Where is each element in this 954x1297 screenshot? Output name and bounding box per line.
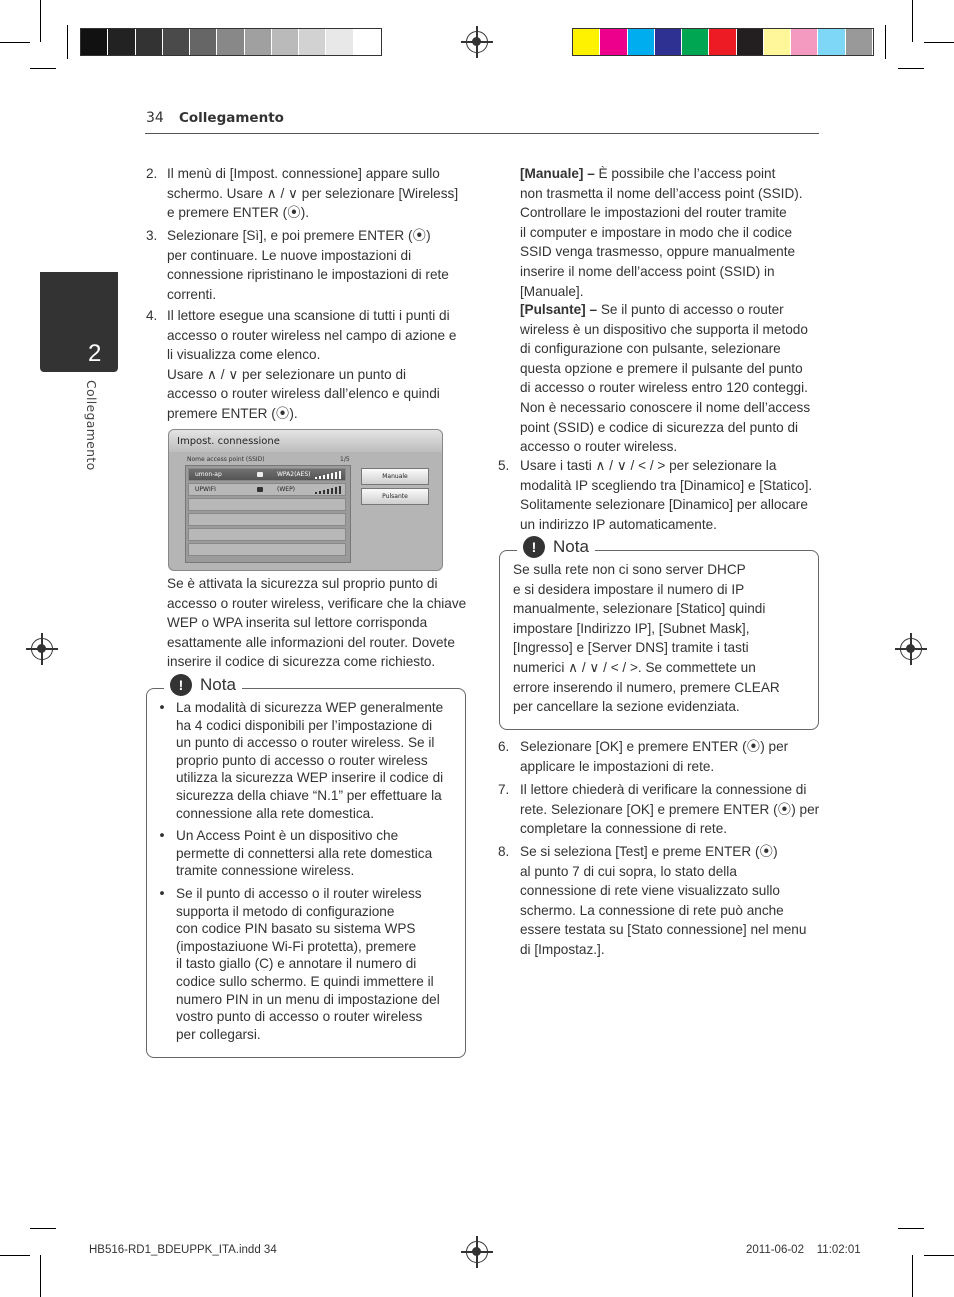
text-line: per collegarsi.: [176, 1026, 261, 1042]
color-swatch: [573, 29, 599, 55]
text-line: Il lettore chiederà di verificare la connessione di: [520, 782, 807, 797]
color-swatch: [299, 29, 325, 55]
crop-mark: [40, 1255, 41, 1297]
note-title: Nota: [553, 537, 589, 556]
text-line: di configurazione con pulsante, selezionare: [520, 341, 781, 357]
security-type: WPA2(AES): [277, 471, 311, 478]
text-line: applicare le impostazioni di rete.: [520, 758, 715, 774]
signal-bars-icon: [315, 486, 343, 494]
text-line: numerici ∧ / ∨ / < / >. Se commettete un: [513, 659, 756, 675]
step-number: 6.: [498, 739, 510, 754]
step-number: 8.: [498, 844, 510, 859]
text-line: vostro punto di accesso o router wireless: [176, 1009, 423, 1025]
crop-mark: [67, 25, 68, 59]
text-line: WEP o WPA inserita sul lettore corrisponda: [167, 615, 428, 631]
ssid-name: umon-ap: [195, 471, 222, 478]
color-swatch: [108, 29, 134, 55]
color-swatch: [326, 29, 352, 55]
crop-mark: [912, 0, 913, 42]
step-number: 2.: [146, 166, 158, 181]
text-line: Non è necessario conoscere il nome dell’access: [520, 399, 811, 415]
chapter-number: 2: [88, 340, 102, 367]
crop-mark: [924, 42, 954, 43]
text-line: errore inserendo il numero, premere CLEAR: [513, 679, 780, 695]
text-line: Se sulla rete non ci sono server DHCP: [513, 562, 746, 577]
step-number: 5.: [498, 458, 510, 473]
process-color-bar: [572, 28, 874, 56]
text-line: connessione di rete viene visualizzato sullo: [520, 883, 780, 899]
text-line: modalità IP scegliendo tra [Dinamico] e [Statico].: [520, 477, 813, 493]
text-line: Se il punto di accesso o il router wireless: [176, 886, 422, 901]
push-button[interactable]: Pulsante: [361, 488, 429, 505]
note-heading: [517, 535, 595, 559]
text-line: per cancellare la sezione evidenziata.: [513, 699, 740, 715]
ssid-list-row[interactable]: [188, 468, 346, 481]
text-line: Il menù di [Impost. connessione] appare sullo: [167, 166, 440, 181]
text-line: permette di connettersi alla rete domestica: [176, 845, 433, 861]
text-line: Usare ∧ / ∨ per selezionare un punto di: [167, 366, 407, 382]
color-swatch: [190, 29, 216, 55]
text-line: schermo. Usare ∧ / ∨ per selezionare [Wireless]: [167, 185, 459, 201]
text-line: [Ingresso] e [Server DNS] tramite i tasti: [513, 640, 749, 656]
text-line: accesso o router wireless, verificare che la chiave: [167, 595, 467, 611]
text-line: il computer e impostare in modo che il codice: [520, 224, 793, 240]
note-bullet-text: [176, 699, 443, 822]
screenshot-title: Impost. connessione: [177, 436, 280, 447]
crop-mark: [924, 1255, 954, 1256]
text-line: accesso o router wireless dall’elenco e quindi: [167, 386, 440, 402]
crop-mark: [0, 42, 30, 43]
text-line: di accesso o router wireless entro 120 conteggi.: [520, 380, 808, 396]
registration-mark-icon: [466, 31, 488, 53]
text-line: questa opzione e premere il pulsante del punto: [520, 360, 803, 376]
text-line: wireless è un dispositivo che supporta il metodo: [520, 321, 808, 337]
text-line: sicurezza della chiave “N.1” per effettuare la: [176, 787, 442, 803]
text-line: Selezionare [OK] e premere ENTER (⦿) per: [520, 739, 789, 754]
color-swatch: [272, 29, 298, 55]
text-line: inserire il codice di sicurezza come richiesto.: [167, 654, 436, 670]
connection-settings-screenshot: [168, 429, 443, 571]
signal-bars-icon: [315, 471, 343, 479]
color-swatch: [737, 29, 763, 55]
registration-mark-icon: [900, 638, 922, 660]
page-number: 34: [146, 110, 164, 126]
color-swatch: [600, 29, 626, 55]
text-line: tramite connessione wireless.: [176, 863, 355, 879]
text-line: utilizza la sicurezza WEP inserire il codice di: [176, 770, 444, 786]
text-line: inserire il nome dell’access point (SSID) in: [520, 263, 775, 279]
text-line: rete. Selezionare [OK] e premere ENTER (⦿) per: [520, 801, 820, 817]
ssid-name: UPWIFI: [195, 486, 216, 493]
option-text: Se il punto di accesso o router: [597, 302, 784, 317]
text-line: codice sullo schermo. E quindi immettere il: [176, 973, 434, 989]
text-line: La modalità di sicurezza WEP generalmente: [176, 700, 444, 715]
text-line: il tasto giallo (C) e annotare il numero di: [176, 956, 417, 972]
registration-mark-icon: [466, 1241, 488, 1263]
text-line: Se si seleziona [Test] e preme ENTER (⦿): [520, 844, 778, 859]
color-swatch: [682, 29, 708, 55]
crop-mark: [40, 0, 41, 42]
ssid-list-row[interactable]: [188, 513, 346, 526]
lock-icon: [257, 472, 263, 477]
step-7-text: [520, 780, 819, 839]
bullet-icon: •: [158, 700, 167, 716]
text-line: connessione alla rete domestica.: [176, 805, 374, 821]
text-line: point (SSID) e codice di sicurezza del punto di: [520, 419, 799, 435]
text-line: Selezionare [Sì], e poi premere ENTER (⦿): [167, 228, 431, 243]
color-swatch: [81, 29, 107, 55]
step-number: 7.: [498, 782, 510, 797]
note-title: Nota: [200, 675, 236, 694]
step-8-text: [520, 842, 806, 960]
note-bullet-text: [176, 885, 440, 1043]
text-line: schermo. La connessione di rete può anche: [520, 902, 784, 918]
footer-timestamp: 2011-06-02 11:02:01: [746, 1244, 861, 1256]
color-swatch: [818, 29, 844, 55]
text-line: numero PIN in un menu di impostazione del: [176, 991, 440, 1007]
text-line: correnti.: [167, 286, 217, 302]
option-text: È possibile che l’access point: [594, 166, 776, 181]
text-line: SSID venga trasmesso, oppure manualmente: [520, 244, 796, 260]
text-line: esattamente alle informazioni del router. Dovete: [167, 634, 455, 650]
text-line: Se è attivata la sicurezza sul proprio punto di: [167, 576, 438, 591]
text-line: essere testata su [Stato connessione] nel menu: [520, 922, 807, 938]
color-swatch: [217, 29, 243, 55]
text-line: e si desidera impostare il numero di IP: [513, 581, 745, 597]
bullet-icon: •: [158, 886, 167, 902]
crop-mark: [885, 25, 886, 59]
ssid-list-header: Nome access point (SSID): [187, 456, 265, 463]
text-line: impostare [Indirizzo IP], [Subnet Mask],: [513, 620, 750, 636]
text-line: Usare i tasti ∧ / ∨ / < / > per selezionare la: [520, 458, 777, 473]
color-swatch: [245, 29, 271, 55]
registration-mark-icon: [31, 638, 53, 660]
text-line: per continuare. Le nuove impostazioni di: [167, 247, 412, 263]
crop-mark: [30, 1228, 56, 1229]
text-line: con codice PIN basato su sistema WPS: [176, 921, 416, 937]
text-line: [520, 164, 803, 184]
manual-button[interactable]: Manuale: [361, 468, 429, 485]
text-line: supporta il metodo di configurazione: [176, 903, 395, 919]
step-6-text: [520, 737, 788, 776]
text-line: Controllare le impostazioni del router tramite: [520, 205, 787, 221]
color-swatch: [791, 29, 817, 55]
list-page-indicator: 1/5: [340, 456, 350, 463]
step-number: 4.: [146, 308, 158, 323]
color-swatch: [655, 29, 681, 55]
text-line: ha 4 codici disponibili per l’impostazione di: [176, 717, 433, 733]
push-mode-description: [520, 300, 810, 457]
text-line: li visualizza come elenco.: [167, 347, 321, 363]
crop-mark: [898, 68, 924, 69]
text-line: connessione ripristinano le impostazioni di rete: [167, 267, 449, 283]
text-line: accesso o router wireless nel campo di azione e: [167, 327, 457, 343]
step-4-text: [167, 306, 456, 424]
lock-icon: [257, 487, 263, 492]
color-swatch: [846, 29, 872, 55]
step-2-text: [167, 164, 458, 223]
text-line: un indirizzo IP automaticamente.: [520, 516, 717, 532]
option-label: [Pulsante] –: [520, 302, 598, 317]
ssid-list-row[interactable]: [188, 483, 346, 496]
note-bullet-text: [176, 827, 432, 880]
step-3-text: [167, 226, 449, 304]
option-label: [Manuale] –: [520, 166, 595, 181]
text-line: [Manuale].: [520, 283, 584, 299]
text-line: (impostaziuone Wi-Fi protetta), premere: [176, 938, 417, 954]
text-line: premere ENTER (⦿).: [167, 405, 298, 421]
security-type: (WEP): [277, 486, 296, 493]
manual-mode-description: [520, 164, 803, 301]
grayscale-color-bar: [80, 28, 382, 56]
step-5-text: [520, 456, 812, 534]
text-line: Solitamente selezionare [Dinamico] per allocare: [520, 497, 808, 513]
text-line: accesso o router wireless.: [520, 439, 678, 455]
text-line: Il lettore esegue una scansione di tutti i punti di: [167, 308, 450, 323]
footer-filename: HB516-RD1_BDEUPPK_ITA.indd 34: [89, 1244, 277, 1256]
ssid-list-row[interactable]: [188, 528, 346, 541]
color-swatch: [136, 29, 162, 55]
note-heading: [164, 673, 242, 697]
text-line: al punto 7 di cui sopra, lo stato della: [520, 863, 737, 879]
chapter-label: Collegamento: [84, 380, 99, 471]
text-line: proprio punto di accesso o router wireless: [176, 752, 428, 768]
security-paragraph: [167, 574, 466, 672]
text-line: [520, 300, 810, 320]
text-line: un punto di accesso o router wireless. Se il: [176, 735, 435, 751]
chapter-tab: [40, 272, 118, 372]
color-swatch: [709, 29, 735, 55]
color-swatch: [163, 29, 189, 55]
exclamation-icon: !: [170, 674, 192, 696]
header-rule: [145, 133, 819, 134]
color-swatch: [354, 29, 380, 55]
crop-mark: [30, 68, 56, 69]
text-line: manualmente, selezionare [Statico] quindi: [513, 601, 766, 617]
note-text: [513, 560, 780, 717]
bullet-icon: •: [158, 828, 167, 844]
ssid-list-row[interactable]: [188, 498, 346, 511]
exclamation-icon: !: [523, 536, 545, 558]
text-line: e premere ENTER (⦿).: [167, 205, 310, 221]
text-line: Un Access Point è un dispositivo che: [176, 828, 399, 843]
color-swatch: [764, 29, 790, 55]
crop-mark: [0, 1255, 30, 1256]
color-swatch: [628, 29, 654, 55]
text-line: non trasmetta il nome dell’access point (SSID).: [520, 185, 803, 201]
crop-mark: [912, 1255, 913, 1297]
crop-mark: [898, 1228, 924, 1229]
text-line: di [Impostaz.].: [520, 941, 605, 957]
text-line: completare la connessione di rete.: [520, 821, 728, 837]
ssid-list-row[interactable]: [188, 543, 346, 556]
section-title: Collegamento: [179, 110, 284, 126]
step-number: 3.: [146, 228, 158, 243]
